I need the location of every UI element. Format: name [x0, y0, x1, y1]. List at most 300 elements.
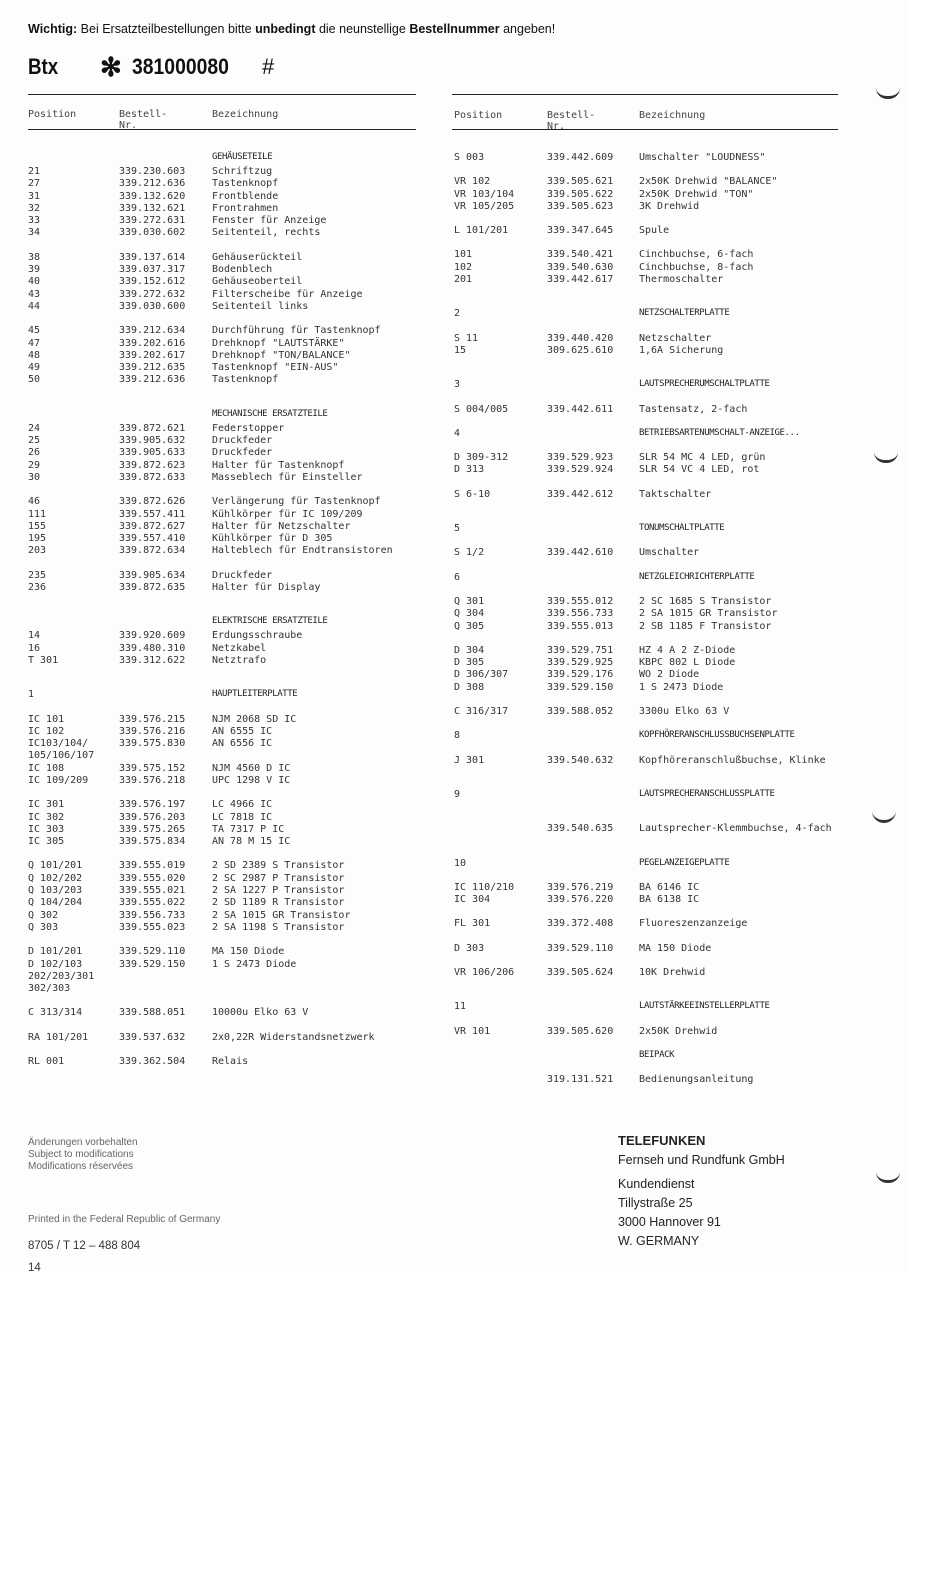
part-row — [454, 621, 854, 633]
row-gap — [28, 240, 428, 252]
part-order-number: 339.505.624 — [547, 966, 614, 978]
part-order-number: 339.529.176 — [547, 669, 614, 681]
star-icon: ✻ — [100, 52, 122, 82]
section-heading — [28, 152, 428, 166]
part-row — [454, 967, 854, 979]
changes-de: Änderungen vorbehalten — [28, 1137, 138, 1148]
part-description: Tastenknopf — [212, 374, 279, 386]
part-position: D 303 — [454, 942, 485, 954]
part-order-number: 339.312.622 — [119, 654, 186, 666]
part-row — [454, 489, 854, 501]
part-description: BA 6146 IC — [639, 881, 700, 893]
part-row — [28, 252, 428, 264]
part-row — [28, 362, 428, 374]
part-position: 111 — [28, 508, 47, 520]
section-gap — [454, 979, 854, 1001]
part-position: 30 — [28, 471, 41, 483]
part-row — [454, 682, 854, 694]
row-gap — [454, 416, 854, 428]
part-row — [28, 763, 428, 775]
section-heading — [28, 409, 428, 423]
part-description: Drehknopf "TON/BALANCE" — [212, 349, 351, 361]
part-position: S 003 — [454, 152, 485, 163]
row-gap — [28, 934, 428, 946]
part-position: 15 — [454, 344, 467, 356]
part-description: Bedienungsanleitung — [639, 1074, 754, 1086]
part-row — [28, 836, 428, 848]
part-description: BA 6138 IC — [639, 894, 700, 906]
row-gap — [454, 321, 854, 333]
part-order-number: 339.529.924 — [547, 464, 614, 476]
part-row — [454, 657, 854, 669]
part-description: Thermoschalter — [639, 274, 724, 286]
part-order-number: 339.540.421 — [547, 249, 614, 261]
part-row — [454, 345, 854, 357]
part-row — [28, 775, 428, 787]
part-description: AN 78 M 15 IC — [212, 836, 291, 848]
part-order-number: 339.037.317 — [119, 264, 186, 276]
row-gap — [454, 870, 854, 882]
part-order-number: 339.529.150 — [119, 958, 186, 970]
part-row — [28, 276, 428, 288]
part-position: 155 — [28, 520, 47, 532]
part-position: D 101/201 — [28, 946, 83, 958]
part-order-number: 339.202.617 — [119, 349, 186, 361]
part-position: 302/303 — [28, 983, 71, 995]
part-description: AN 6555 IC — [212, 725, 273, 737]
part-row — [28, 301, 428, 313]
row-gap — [454, 535, 854, 547]
part-description: Halter für Tastenknopf — [212, 459, 345, 471]
part-order-number: 339.212.634 — [119, 325, 186, 337]
part-order-number: 339.555.020 — [119, 872, 186, 884]
part-description: 2 SC 1685 S Transistor — [639, 595, 772, 607]
part-order-number: 339.557.410 — [119, 533, 186, 545]
part-row — [28, 447, 428, 459]
part-row — [28, 166, 428, 178]
part-position: D 305 — [454, 657, 485, 669]
part-description: Gehäuserückteil — [212, 251, 303, 263]
part-row — [28, 824, 428, 836]
part-order-number: 339.132.621 — [119, 202, 186, 214]
part-position: C 316/317 — [454, 706, 509, 718]
row-gap — [454, 1014, 854, 1026]
part-position: 101 — [454, 249, 473, 261]
part-order-number: 339.905.632 — [119, 435, 186, 447]
part-order-number: 339.872.635 — [119, 582, 186, 594]
part-description: HZ 4 A 2 Z-Diode — [639, 644, 736, 656]
part-description: MA 150 Diode — [639, 942, 712, 954]
board-heading-row — [454, 730, 854, 742]
part-position: IC103/104/ — [28, 738, 89, 750]
part-row — [28, 897, 428, 909]
part-position: S 6-10 — [454, 488, 491, 500]
part-description: 2x50K Drehwid — [639, 1025, 718, 1037]
part-description: 2 SD 1189 R Transistor — [212, 897, 345, 909]
part-position: 46 — [28, 496, 41, 508]
btx-number: 381000080 — [132, 54, 229, 79]
part-description: TA 7317 P IC — [212, 823, 285, 835]
notice-bold-2: Bestellnummer — [409, 22, 500, 36]
part-description: Spule — [639, 225, 670, 237]
part-row — [454, 596, 854, 608]
notice-text-1: Bei Ersatzteilbestellungen bitte — [77, 22, 256, 36]
board-heading-row — [28, 689, 428, 701]
row-gap — [454, 955, 854, 967]
part-position: 31 — [28, 190, 41, 202]
part-order-number: 339.555.022 — [119, 897, 186, 909]
page-number: 14 — [28, 1262, 41, 1274]
part-position: IC 305 — [28, 836, 65, 848]
notice-bold-1: unbedingt — [255, 22, 316, 36]
part-position: 27 — [28, 178, 41, 190]
part-description: KBPC 802 L Diode — [639, 657, 736, 669]
part-description: Kopfhöreranschlußbuchse, Klinke — [639, 754, 826, 766]
part-position: S 11 — [454, 332, 479, 344]
part-description: UPC 1298 V IC — [212, 774, 291, 786]
section-gap — [454, 357, 854, 379]
part-position: Q 303 — [28, 921, 59, 933]
part-row — [454, 152, 854, 164]
part-description: Filterscheibe für Anzeige — [212, 288, 363, 300]
part-description: 2 SA 1015 GR Transistor — [639, 608, 778, 620]
part-order-number: 339.537.632 — [119, 1031, 186, 1043]
part-position: Q 103/203 — [28, 885, 83, 897]
part-description: Halteblech für Endtransistoren — [212, 545, 393, 557]
part-position: 50 — [28, 374, 41, 386]
part-position: IC 109/209 — [28, 774, 89, 786]
part-order-number: 339.505.620 — [547, 1025, 614, 1037]
part-description: Seitenteil, rechts — [212, 227, 321, 239]
part-row — [28, 971, 428, 983]
part-order-number: 339.442.610 — [547, 547, 614, 559]
part-row — [28, 860, 428, 872]
part-order-number: 339.030.602 — [119, 227, 186, 239]
part-order-number: 339.588.052 — [547, 706, 614, 718]
part-order-number: 339.576.219 — [547, 881, 614, 893]
part-order-number: 339.540.630 — [547, 261, 614, 273]
part-position: 201 — [454, 274, 473, 286]
part-row — [28, 873, 428, 885]
part-order-number: 339.920.609 — [119, 630, 186, 642]
row-gap — [454, 477, 854, 489]
part-row — [28, 496, 428, 508]
part-description: Umschalter — [639, 547, 700, 559]
part-row — [454, 274, 854, 286]
part-position: D 313 — [454, 464, 485, 476]
row-gap — [454, 694, 854, 706]
part-description: Netzkabel — [212, 642, 267, 654]
part-order-number: 339.529.150 — [547, 681, 614, 693]
part-position: VR 106/206 — [454, 966, 515, 978]
part-position: 34 — [28, 227, 41, 239]
part-position: IC 101 — [28, 713, 65, 725]
board-number: 1 — [28, 689, 35, 701]
part-position: 16 — [28, 642, 41, 654]
part-position: S 004/005 — [454, 403, 509, 415]
part-order-number: 339.132.620 — [119, 190, 186, 202]
section-heading — [28, 616, 428, 630]
part-order-number: 339.557.411 — [119, 508, 186, 520]
board-heading-row — [454, 858, 854, 870]
part-row — [28, 509, 428, 521]
part-row — [454, 882, 854, 894]
row-gap — [454, 633, 854, 645]
row-gap — [454, 440, 854, 452]
row-gap — [28, 787, 428, 799]
part-row — [28, 655, 428, 667]
part-position: IC 303 — [28, 823, 65, 835]
board-heading-row — [454, 428, 854, 440]
row-gap — [28, 313, 428, 325]
part-position: Q 101/201 — [28, 860, 83, 872]
part-row — [454, 452, 854, 464]
part-row — [454, 1026, 854, 1038]
company-line-2: Kundendienst — [618, 1177, 695, 1191]
part-position: IC 302 — [28, 811, 65, 823]
board-heading-row — [454, 523, 854, 535]
part-order-number: 339.347.645 — [547, 225, 614, 237]
part-order-number: 339.576.220 — [547, 894, 614, 906]
binding-hole-mark — [872, 808, 896, 823]
part-row — [28, 959, 428, 971]
part-position: 21 — [28, 166, 41, 177]
part-description: 10K Drehwid — [639, 966, 706, 978]
part-description: LC 4966 IC — [212, 799, 273, 811]
part-description: Cinchbuchse, 8-fach — [639, 261, 754, 273]
part-row — [28, 922, 428, 934]
row-gap — [454, 931, 854, 943]
part-position: 203 — [28, 545, 47, 557]
board-title: LAUTSPRECHERANSCHLUSSPLATTE — [639, 788, 775, 799]
board-number: 5 — [454, 523, 461, 535]
part-row — [28, 435, 428, 447]
part-order-number: 339.872.623 — [119, 459, 186, 471]
right-header-rule-top — [452, 94, 838, 95]
part-description: Masseblech für Einsteller — [212, 471, 363, 483]
row-gap — [454, 906, 854, 918]
part-position: 44 — [28, 300, 41, 312]
part-description: Verlängerung für Tastenknopf — [212, 496, 381, 508]
board-title: NETZGLEICHRICHTERPLATTE — [639, 571, 755, 582]
part-order-number: 339.442.609 — [547, 152, 614, 163]
part-order-number: 339.212.636 — [119, 374, 186, 386]
section-gap — [454, 286, 854, 308]
part-description: 2 SB 1185 F Transistor — [639, 620, 772, 632]
part-position: VR 105/205 — [454, 200, 515, 212]
board-heading-row — [454, 1001, 854, 1013]
part-position: IC 110/210 — [454, 881, 515, 893]
part-description: 2 SA 1015 GR Transistor — [212, 909, 351, 921]
part-order-number: 339.212.635 — [119, 362, 186, 374]
part-position: 235 — [28, 569, 47, 581]
order-notice — [28, 22, 555, 36]
part-position: VR 103/104 — [454, 188, 515, 200]
part-row — [28, 423, 428, 435]
part-order-number: 339.230.603 — [119, 166, 186, 177]
part-row — [28, 812, 428, 824]
header-position: Position — [28, 109, 77, 120]
part-order-number: 339.575.265 — [119, 823, 186, 835]
part-order-number: 339.555.021 — [119, 885, 186, 897]
part-description: 2 SA 1198 S Transistor — [212, 921, 345, 933]
printed-note: Printed in the Federal Republic of Germany — [28, 1214, 221, 1225]
part-order-number: 339.555.013 — [547, 620, 614, 632]
part-order-number: 339.576.216 — [119, 725, 186, 737]
part-order-number: 339.442.617 — [547, 274, 614, 286]
changes-note — [28, 1137, 138, 1173]
part-order-number: 319.131.521 — [547, 1074, 614, 1086]
section-gap — [28, 387, 428, 409]
part-description: MA 150 Diode — [212, 946, 285, 958]
part-order-number: 339.505.623 — [547, 200, 614, 212]
part-description: Halter für Display — [212, 582, 321, 594]
part-position: VR 101 — [454, 1025, 491, 1037]
part-order-number: 339.529.751 — [547, 644, 614, 656]
left-header-rule-top — [28, 94, 416, 95]
part-row — [28, 630, 428, 642]
part-row — [28, 325, 428, 337]
part-description: Fluoreszenzanzeige — [639, 918, 748, 930]
part-row — [454, 262, 854, 274]
binding-hole-mark — [876, 1172, 900, 1183]
part-position: 33 — [28, 215, 41, 227]
part-row — [28, 289, 428, 301]
part-position: D 309-312 — [454, 452, 509, 464]
part-description: Gehäuseoberteil — [212, 276, 303, 288]
part-description: Fenster für Anzeige — [212, 215, 327, 227]
part-row — [28, 545, 428, 557]
part-position: 39 — [28, 264, 41, 276]
part-row — [454, 645, 854, 657]
part-position: D 304 — [454, 644, 485, 656]
board-number: 11 — [454, 1001, 467, 1013]
row-gap — [454, 1062, 854, 1074]
board-title: LAUTSTÄRKEEINSTELLERPLATTE — [639, 1001, 770, 1012]
part-row — [28, 726, 428, 738]
part-row — [454, 464, 854, 476]
part-description: AN 6556 IC — [212, 738, 273, 750]
part-description: Tastensatz, 2-fach — [639, 403, 748, 415]
part-order-number: 339.505.622 — [547, 188, 614, 200]
part-order-number: 339.575.152 — [119, 762, 186, 774]
part-order-number: 339.362.504 — [119, 1056, 186, 1068]
binding-hole-mark — [874, 452, 898, 463]
part-row — [454, 669, 854, 681]
hash-symbol: # — [262, 54, 275, 79]
part-order-number: 339.540.632 — [547, 754, 614, 766]
part-position: Q 102/202 — [28, 872, 83, 884]
part-description: Lautsprecher-Klemmbuchse, 4-fach — [639, 823, 832, 835]
part-order-number: 339.272.632 — [119, 288, 186, 300]
part-order-number: 339.872.627 — [119, 520, 186, 532]
part-position: J 301 — [454, 754, 485, 766]
header-order-number: Bestell-Nr. — [119, 109, 168, 131]
part-description: SLR 54 VC 4 LED, rot — [639, 464, 760, 476]
part-row — [28, 215, 428, 227]
left-header-rule-bottom — [28, 129, 416, 130]
part-row — [454, 249, 854, 261]
part-order-number: 339.905.633 — [119, 447, 186, 459]
part-row — [28, 533, 428, 545]
part-order-number: 339.588.051 — [119, 1007, 186, 1019]
part-row — [454, 706, 854, 718]
part-position: L 101/201 — [454, 225, 509, 237]
part-position: 47 — [28, 337, 41, 349]
row-gap — [28, 484, 428, 496]
row-gap — [28, 558, 428, 570]
part-position: 40 — [28, 276, 41, 288]
part-description: NJM 2068 SD IC — [212, 713, 297, 725]
part-order-number: 339.905.634 — [119, 569, 186, 581]
part-row — [28, 191, 428, 203]
part-description: Schriftzug — [212, 166, 273, 177]
part-order-number: 339.556.733 — [547, 608, 614, 620]
part-description: Relais — [212, 1056, 249, 1068]
part-description: Tastenknopf — [212, 178, 279, 190]
section-title: ELEKTRISCHE ERSATZTEILE — [212, 616, 328, 627]
row-gap — [454, 237, 854, 249]
part-row — [454, 176, 854, 188]
part-position: 105/106/107 — [28, 750, 95, 762]
section-gap — [454, 767, 854, 789]
binding-hole-mark — [876, 88, 900, 99]
part-row — [28, 203, 428, 215]
part-position: IC 301 — [28, 799, 65, 811]
row-gap — [454, 743, 854, 755]
part-row — [28, 350, 428, 362]
document-code: 8705 / T 12 – 488 804 — [28, 1240, 141, 1252]
part-position: 102 — [454, 261, 473, 273]
part-order-number: 339.555.012 — [547, 595, 614, 607]
row-gap — [28, 848, 428, 860]
part-description: 3300u Elko 63 V — [639, 706, 730, 718]
part-order-number: 339.202.616 — [119, 337, 186, 349]
part-position: 14 — [28, 630, 41, 642]
part-order-number: 339.505.621 — [547, 176, 614, 188]
part-position: RA 101/201 — [28, 1031, 89, 1043]
part-description: Halter für Netzschalter — [212, 520, 351, 532]
part-order-number: 339.372.408 — [547, 918, 614, 930]
company-line-1: Fernseh und Rundfunk GmbH — [618, 1153, 785, 1167]
part-order-number: 339.872.626 — [119, 496, 186, 508]
btx-label: Btx — [28, 54, 59, 79]
board-number: 3 — [454, 379, 461, 391]
part-order-number: 339.575.834 — [119, 836, 186, 848]
part-description: Kühlkörper für D 305 — [212, 533, 333, 545]
part-description: Tastenknopf "EIN-AUS" — [212, 362, 339, 374]
part-row — [454, 1074, 854, 1086]
part-order-number: 339.212.636 — [119, 178, 186, 190]
part-position: 45 — [28, 325, 41, 337]
part-description: Drehknopf "LAUTSTÄRKE" — [212, 337, 345, 349]
part-row — [454, 823, 854, 835]
part-order-number: 339.872.633 — [119, 471, 186, 483]
part-description: Frontblende — [212, 190, 279, 202]
part-description: 2x50K Drehwid "TON" — [639, 188, 754, 200]
part-order-number: 339.272.631 — [119, 215, 186, 227]
company-line-5: W. GERMANY — [618, 1234, 700, 1248]
board-number: 10 — [454, 857, 467, 869]
part-description: Federstopper — [212, 422, 285, 434]
board-heading-row — [454, 379, 854, 391]
part-description: Seitenteil links — [212, 300, 309, 312]
section-gap — [454, 501, 854, 523]
part-description: NJM 4560 D IC — [212, 762, 291, 774]
row-gap — [454, 560, 854, 572]
part-order-number: 339.576.215 — [119, 713, 186, 725]
part-description: Druckfeder — [212, 435, 273, 447]
